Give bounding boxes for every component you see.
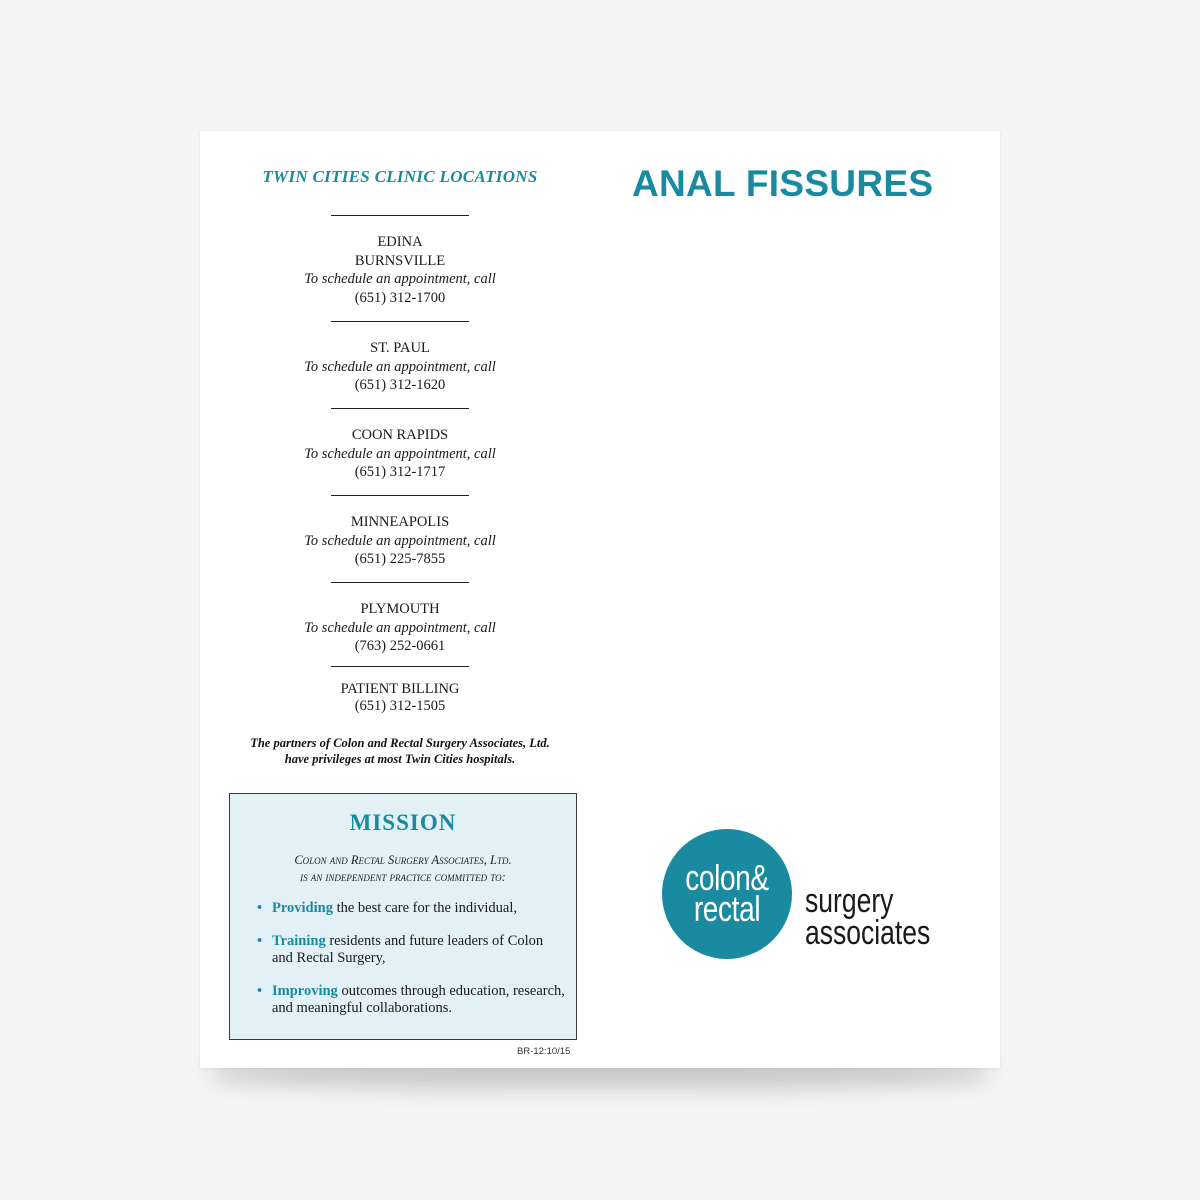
logo — [662, 829, 952, 959]
mission-item — [257, 983, 567, 1017]
mission-org-line: Colon and Rectal Surgery Associates, Ltd. — [294, 853, 512, 867]
logo-word: rectal — [693, 888, 761, 929]
phone-number: (651) 312-1700 — [354, 289, 446, 306]
location-name: COON RAPIDS — [351, 427, 449, 443]
mission-text: residents and future leaders of Colon and Rectal Surgery, — [272, 933, 544, 966]
divider — [331, 321, 469, 322]
location-st-paul — [200, 339, 600, 395]
location-name: MINNEAPOLIS — [350, 514, 450, 530]
brochure-page — [200, 131, 1000, 1068]
location-name: EDINA — [377, 234, 423, 250]
location-coon-rapids — [200, 426, 600, 482]
logo-word: associates — [805, 914, 931, 952]
mission-item — [257, 900, 567, 917]
partners-note-line: The partners of Colon and Rectal Surgery Associates, Ltd. — [250, 736, 550, 750]
logo-word: colon& — [685, 857, 769, 898]
page-title: ANAL FISSURES — [632, 163, 934, 204]
logo-word: surgery — [805, 882, 894, 920]
location-name: PLYMOUTH — [360, 601, 440, 617]
divider — [331, 215, 469, 216]
bullet-icon: • — [257, 933, 263, 949]
phone-number: (763) 252-0661 — [354, 638, 446, 654]
location-name: ST. PAUL — [370, 340, 430, 356]
mission-keyword: Improving — [272, 983, 338, 999]
mission-title: MISSION — [349, 810, 457, 835]
mission-item — [257, 933, 567, 967]
logo-circle-text — [676, 857, 777, 929]
schedule-note: To schedule an appointment, call — [304, 358, 496, 375]
phone-number: (651) 225-7855 — [354, 551, 446, 567]
mission-list — [257, 900, 567, 1033]
mission-org — [230, 852, 576, 886]
mission-text: outcomes through education, research, and meaningful collaborations. — [272, 983, 565, 1016]
form-code: BR-12:10/15 — [517, 1046, 571, 1057]
schedule-note: To schedule an appointment, call — [304, 619, 496, 636]
location-edina-burnsville — [200, 233, 600, 307]
location-name: BURNSVILLE — [354, 252, 446, 269]
location-minneapolis — [200, 513, 600, 569]
schedule-note: To schedule an appointment, call — [304, 445, 496, 462]
bullet-icon: • — [257, 983, 263, 999]
phone-number: (651) 312-1505 — [354, 698, 446, 714]
patient-billing — [200, 681, 600, 715]
schedule-note: To schedule an appointment, call — [304, 532, 496, 549]
divider — [331, 582, 469, 583]
billing-label: PATIENT BILLING — [340, 681, 460, 697]
partners-note-line: have privileges at most Twin Cities hospitals. — [284, 751, 516, 766]
divider — [331, 408, 469, 409]
mission-keyword: Training — [272, 933, 326, 949]
bullet-icon: • — [257, 900, 263, 916]
partners-note — [200, 736, 600, 767]
mission-keyword: Providing — [272, 900, 333, 916]
schedule-note: To schedule an appointment, call — [304, 271, 496, 287]
mission-box — [229, 793, 577, 1040]
mission-text: the best care for the individual, — [336, 900, 517, 916]
divider — [331, 666, 469, 667]
locations-panel — [200, 131, 600, 1068]
divider — [331, 495, 469, 496]
locations-title: TWIN CITIES CLINIC LOCATIONS — [262, 167, 538, 186]
location-plymouth — [200, 600, 600, 656]
logo-side-text — [805, 882, 931, 952]
phone-number: (651) 312-1620 — [354, 377, 446, 393]
mission-org-line: is an independent practice committed to: — [300, 870, 506, 884]
logo-circle — [662, 829, 792, 959]
phone-number: (651) 312-1717 — [354, 464, 446, 480]
